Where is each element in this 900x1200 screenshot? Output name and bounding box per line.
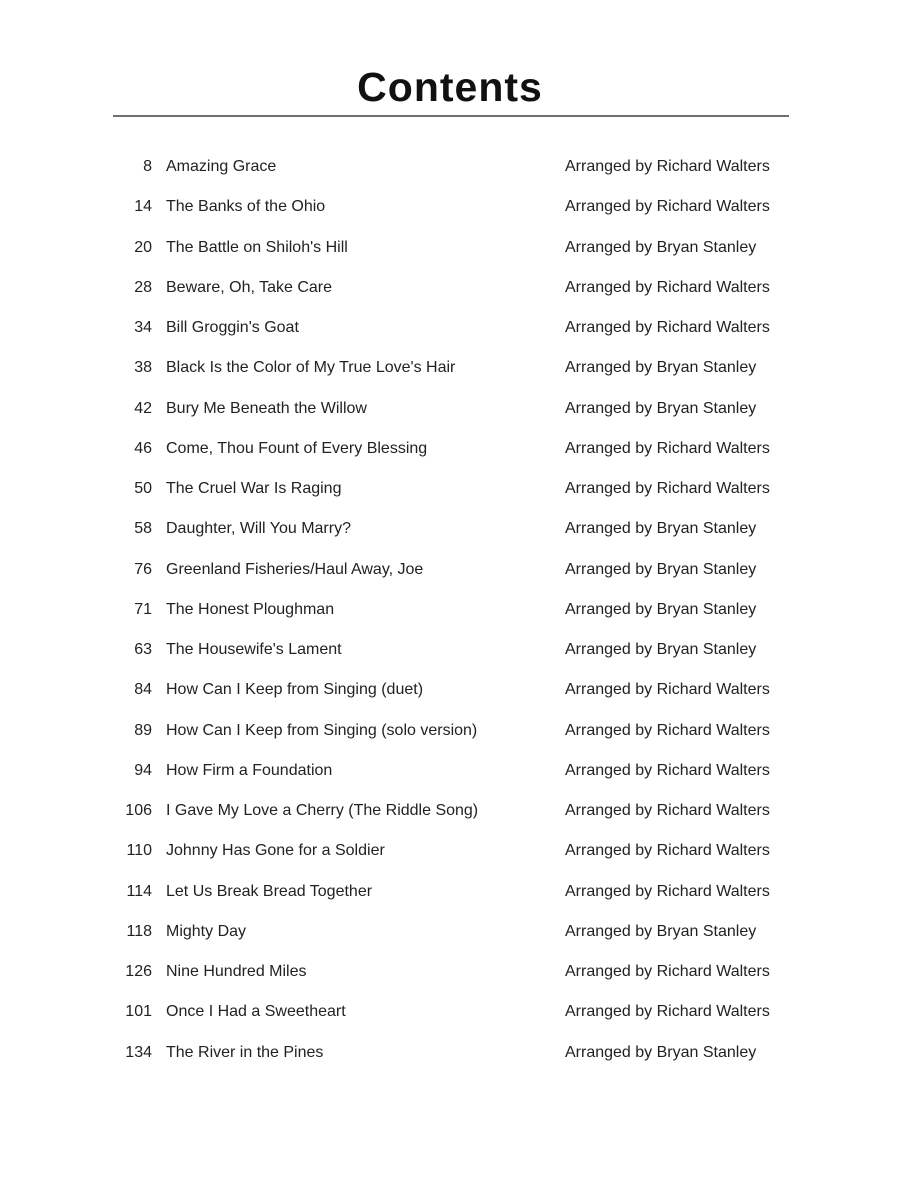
toc-song-title: Greenland Fisheries/Haul Away, Joe xyxy=(166,560,424,578)
toc-song-title: The Housewife's Lament xyxy=(166,641,342,658)
toc-entry xyxy=(0,791,900,831)
toc-song-title: Johnny Has Gone for a Soldier xyxy=(166,842,385,860)
toc-entry xyxy=(0,912,900,952)
toc-page-number: 76 xyxy=(134,560,152,578)
toc-arranger-credit: Arranged by Richard Walters xyxy=(565,480,770,497)
title-divider xyxy=(113,115,789,117)
toc-page-number: 20 xyxy=(134,238,152,256)
toc-arranger-credit: Arranged by Richard Walters xyxy=(565,319,770,336)
toc-page-number: 106 xyxy=(125,802,152,819)
toc-page-number: 71 xyxy=(134,600,152,618)
toc-arranger-credit: Arranged by Bryan Stanley xyxy=(565,399,757,417)
toc-page-number: 126 xyxy=(125,963,152,980)
toc-song-title: Daughter, Will You Marry? xyxy=(166,520,351,538)
toc-entry xyxy=(0,509,900,549)
toc-entry xyxy=(0,952,900,992)
toc-entry xyxy=(0,831,900,871)
toc-arranger-credit: Arranged by Richard Walters xyxy=(565,278,770,296)
toc-arranger-credit: Arranged by Richard Walters xyxy=(565,158,770,175)
toc-arranger-credit: Arranged by Richard Walters xyxy=(565,721,770,739)
toc-arranger-credit: Arranged by Bryan Stanley xyxy=(565,520,757,538)
toc-arranger-credit: Arranged by Richard Walters xyxy=(565,439,770,457)
toc-entry xyxy=(0,992,900,1032)
toc-arranger-credit: Arranged by Bryan Stanley xyxy=(565,359,757,377)
toc-song-title: The Honest Ploughman xyxy=(166,600,335,618)
toc-page-number: 84 xyxy=(134,681,152,699)
toc-arranger-credit: Arranged by Richard Walters xyxy=(565,802,770,819)
toc-entry xyxy=(0,389,900,429)
toc-arranger-credit: Arranged by Bryan Stanley xyxy=(565,600,757,618)
toc-page-number: 38 xyxy=(134,359,152,377)
toc-page-number: 134 xyxy=(125,1043,152,1061)
toc-song-title: Mighty Day xyxy=(166,922,247,940)
toc-entry xyxy=(0,308,900,348)
toc-arranger-credit: Arranged by Richard Walters xyxy=(565,198,770,216)
toc-entry xyxy=(0,187,900,227)
toc-arranger-credit: Arranged by Richard Walters xyxy=(565,1003,770,1021)
toc-entry xyxy=(0,670,900,710)
toc-song-title: Come, Thou Fount of Every Blessing xyxy=(166,439,428,457)
toc-page-number: 94 xyxy=(134,761,152,779)
toc-song-title: The Banks of the Ohio xyxy=(166,198,326,216)
toc-song-title: I Gave My Love a Cherry (The Riddle Song) xyxy=(166,802,479,819)
toc-entry xyxy=(0,228,900,268)
toc-entry xyxy=(0,469,900,509)
toc-arranger-credit: Arranged by Bryan Stanley xyxy=(565,238,757,256)
toc-song-title: Black Is the Color of My True Love's Hair xyxy=(166,359,456,377)
toc-page-number: 14 xyxy=(134,198,152,216)
toc-page-number: 28 xyxy=(134,278,152,296)
toc-page-number: 46 xyxy=(134,439,152,457)
toc-page-number: 89 xyxy=(134,721,152,739)
toc-page-number: 110 xyxy=(126,842,152,860)
toc-arranger-credit: Arranged by Richard Walters xyxy=(565,681,770,699)
toc-song-title: Bury Me Beneath the Willow xyxy=(166,399,367,417)
toc-song-title: How Can I Keep from Singing (solo version) xyxy=(166,721,478,739)
toc-page-number: 42 xyxy=(134,399,152,417)
toc-arranger-credit: Arranged by Bryan Stanley xyxy=(565,641,757,658)
toc-song-title: Beware, Oh, Take Care xyxy=(166,278,333,296)
toc-arranger-credit: Arranged by Richard Walters xyxy=(565,882,770,900)
toc-song-title: How Firm a Foundation xyxy=(166,761,333,779)
toc-song-title: The River in the Pines xyxy=(166,1043,324,1061)
toc-arranger-credit: Arranged by Bryan Stanley xyxy=(565,1043,757,1061)
toc-entry xyxy=(0,590,900,630)
toc-page-number: 34 xyxy=(134,319,152,336)
toc-page-number: 63 xyxy=(134,641,152,658)
toc-entry xyxy=(0,429,900,469)
toc-song-title: How Can I Keep from Singing (duet) xyxy=(166,681,424,699)
toc-entry xyxy=(0,1033,900,1073)
toc-song-title: Nine Hundred Miles xyxy=(166,963,307,980)
toc-entry xyxy=(0,711,900,751)
toc-page-number: 118 xyxy=(126,922,152,940)
toc-entry xyxy=(0,550,900,590)
toc-arranger-credit: Arranged by Richard Walters xyxy=(565,842,770,860)
toc-page-number: 101 xyxy=(125,1003,152,1021)
toc-song-title: Bill Groggin's Goat xyxy=(166,319,299,336)
toc-arranger-credit: Arranged by Bryan Stanley xyxy=(565,922,757,940)
toc-entry xyxy=(0,751,900,791)
toc-song-title: Let Us Break Bread Together xyxy=(166,882,373,900)
toc-page-number: 114 xyxy=(126,882,152,900)
toc-entry xyxy=(0,268,900,308)
toc-entry xyxy=(0,872,900,912)
toc-page-number: 50 xyxy=(134,480,152,497)
table-of-contents xyxy=(0,147,900,1073)
toc-arranger-credit: Arranged by Bryan Stanley xyxy=(565,560,757,578)
toc-song-title: The Battle on Shiloh's Hill xyxy=(166,238,348,256)
toc-page-number: 8 xyxy=(143,158,152,175)
toc-song-title: Amazing Grace xyxy=(166,158,277,175)
page-title: Contents xyxy=(357,64,543,110)
toc-entry xyxy=(0,147,900,187)
toc-entry xyxy=(0,348,900,388)
toc-arranger-credit: Arranged by Richard Walters xyxy=(565,761,770,779)
toc-page-number: 58 xyxy=(134,520,152,538)
toc-arranger-credit: Arranged by Richard Walters xyxy=(565,963,770,980)
toc-song-title: The Cruel War Is Raging xyxy=(166,480,342,497)
toc-song-title: Once I Had a Sweetheart xyxy=(166,1003,346,1021)
toc-entry xyxy=(0,630,900,670)
